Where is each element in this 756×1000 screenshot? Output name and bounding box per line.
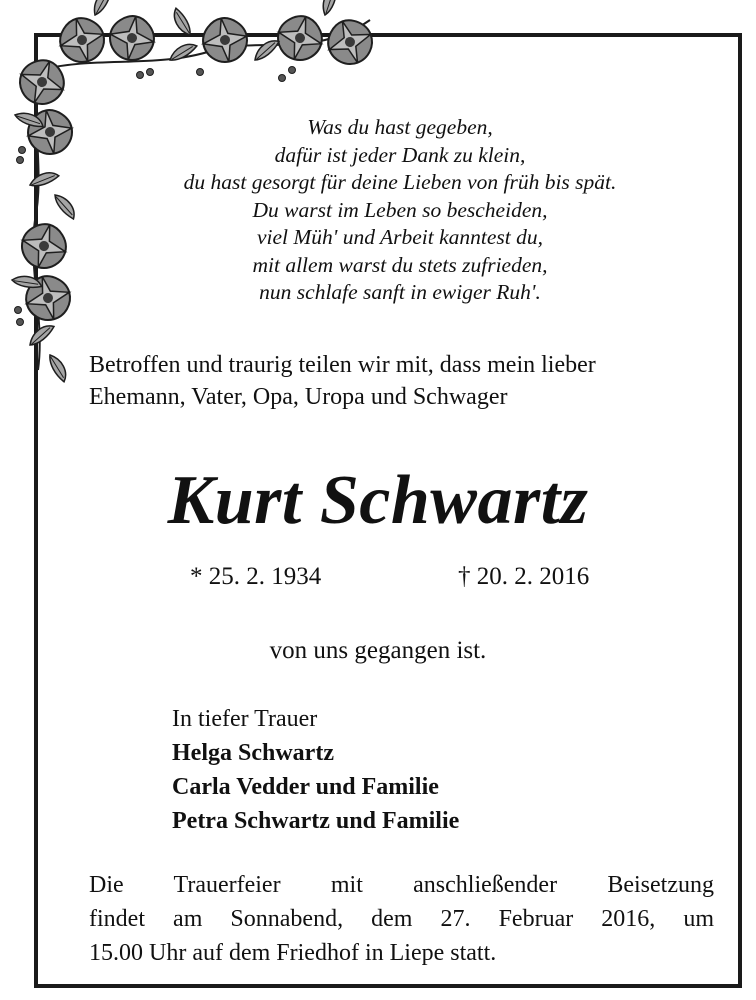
service-line-1: Die Trauerfeier mit anschließender Beisetzung xyxy=(89,872,714,898)
mourners-heading: In tiefer Trauer xyxy=(172,706,318,732)
poem-line: nun schlafe sanft in ewiger Ruh'. xyxy=(259,280,541,304)
poem-line: Was du hast gegeben, xyxy=(307,115,493,139)
intro-line-1: Betroffen und traurig teilen wir mit, dass mein lieber xyxy=(89,352,596,378)
mourners-block xyxy=(172,702,459,838)
death-date: † 20. 2. 2016 xyxy=(458,563,590,590)
poem-line: mit allem warst du stets zufrieden, xyxy=(252,252,548,277)
mourner-name: Petra Schwartz und Familie xyxy=(172,808,460,834)
mourner-name: Carla Vedder und Familie xyxy=(172,774,439,800)
mourner-name: Helga Schwartz xyxy=(172,740,334,766)
service-line-3: 15.00 Uhr auf dem Friedhof in Liepe statt. xyxy=(89,940,497,966)
service-line-2: findet am Sonnabend, dem 27. Februar 2016, um xyxy=(89,906,714,932)
poem-line: dafür ist jeder Dank zu klein, xyxy=(274,142,526,167)
birth-date: * 25. 2. 1934 xyxy=(190,563,322,590)
poem-line: viel Müh' und Arbeit kanntest du, xyxy=(256,225,544,249)
passed-away-text: von uns gegangen ist. xyxy=(269,637,487,664)
funeral-service-info xyxy=(89,868,714,970)
poem-line: du hast gesorgt für deine Lieben von früh bis spät. xyxy=(183,170,617,194)
deceased-name: Kurt Schwartz xyxy=(167,462,589,539)
intro-text xyxy=(89,349,729,413)
poem xyxy=(120,114,680,307)
intro-line-2: Ehemann, Vater, Opa, Uropa und Schwager xyxy=(89,384,508,410)
poem-line: Du warst im Leben so bescheiden, xyxy=(252,197,548,222)
